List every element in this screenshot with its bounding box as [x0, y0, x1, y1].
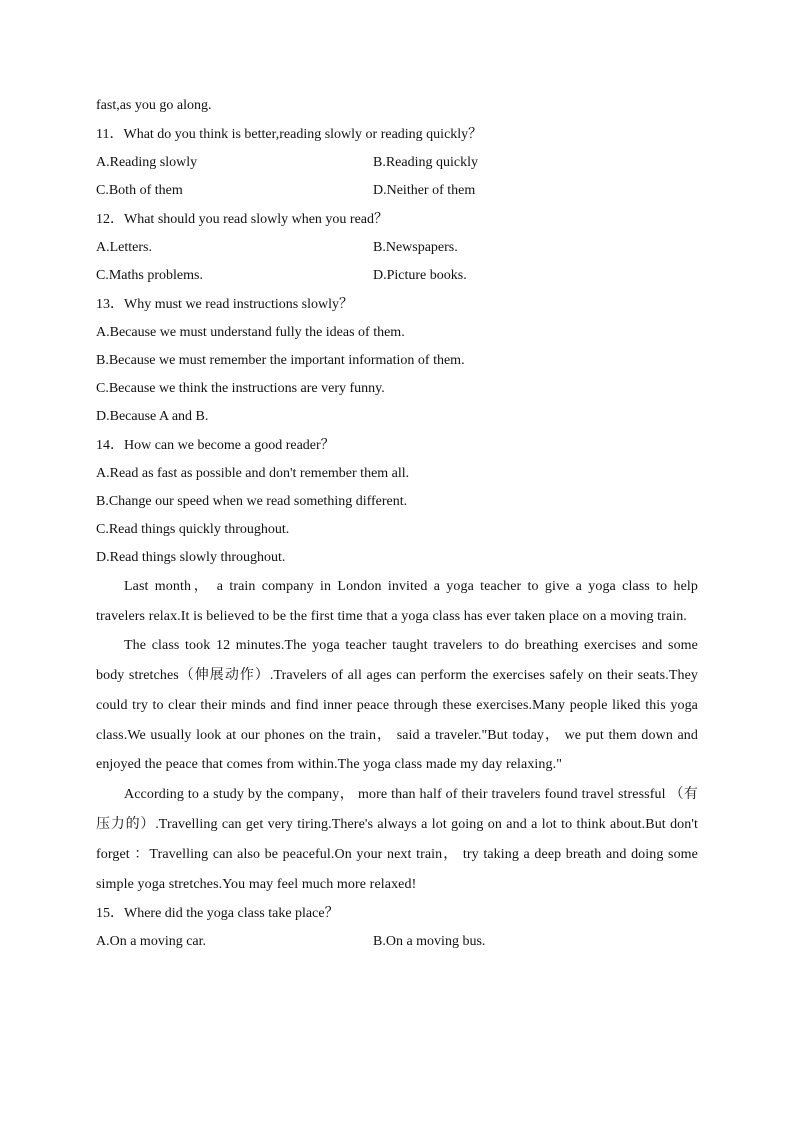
question-15	[96, 899, 698, 928]
question-number: 13．	[96, 297, 124, 312]
options-row	[96, 928, 698, 956]
option-c: C.Both of them	[96, 183, 183, 198]
question-text: Where did the yoga class take place？	[124, 906, 339, 922]
option-a: A.On a moving car.	[96, 934, 207, 950]
option-b: B.Because we must remember the important information of them.	[96, 353, 465, 368]
option-a: A.Letters.	[96, 240, 152, 255]
option-b: B.Newspapers.	[373, 240, 458, 255]
option-a: A.Because we must understand fully the ideas of them.	[96, 325, 405, 340]
option-a: A.Reading slowly	[96, 155, 198, 170]
option-b: B.On a moving bus.	[373, 934, 486, 950]
question-13	[96, 290, 698, 319]
option-d: D.Neither of them	[373, 183, 476, 198]
options-row	[96, 234, 698, 262]
question-14	[96, 431, 698, 460]
carryover-line: fast,as you go along.	[96, 98, 212, 113]
passage-paragraph-1: Last month， a train company in London invited a yoga teacher to give a yoga class to help travelers relax.It is believed to be the first time that a yoga class has ever taken place on a moving train.	[96, 579, 698, 624]
option-d: D.Picture books.	[373, 268, 467, 283]
passage-paragraph-3: According to a study by the company， more than half of their travelers found travel stressful （有压力的）.Travelling can get very tiring.There's always a lot going on and a lot to think about.But don't forget ：Travelling can also be peaceful.On your next train， try taking a deep breath and doing some simple yoga stretches.You may feel much more relaxed!	[96, 787, 698, 892]
question-text: What should you read slowly when you read？	[124, 212, 388, 227]
question-11	[96, 120, 698, 149]
question-number: 14．	[96, 438, 124, 453]
option-b: B.Change our speed when we read something different.	[96, 494, 408, 509]
option-d: D.Because A and B.	[96, 409, 209, 424]
passage-paragraph-2: The class took 12 minutes.The yoga teacher taught travelers to do breathing exercises and some body stretches（伸展动作）.Travelers of all ages can perform the exercises safely on their seats.They could try to clear their minds and find inner peace through these exercises.Many people liked this yoga class.We usually look at our phones on the train， said a traveler."But today， we put them down and enjoyed the peace that comes from within.The yoga class made my day relaxing."	[96, 638, 698, 773]
option-c: C.Because we think the instructions are very funny.	[96, 381, 385, 396]
question-text: How can we become a good reader？	[124, 438, 335, 453]
options-row	[96, 262, 698, 290]
question-number: 12．	[96, 212, 124, 227]
question-text: What do you think is better,reading slowly or reading quickly？	[123, 127, 483, 142]
option-d: D.Read things slowly throughout.	[96, 550, 286, 565]
options-row	[96, 149, 698, 177]
question-12	[96, 205, 698, 234]
option-a: A.Read as fast as possible and don't remember them all.	[96, 466, 410, 481]
question-number: 11．	[96, 127, 124, 142]
option-b: B.Reading quickly	[373, 155, 478, 170]
question-number: 15．	[96, 906, 124, 922]
option-c: C.Maths problems.	[96, 268, 203, 283]
question-text: Why must we read instructions slowly？	[124, 297, 354, 312]
options-row	[96, 177, 698, 205]
document-page	[96, 92, 698, 956]
option-c: C.Read things quickly throughout.	[96, 522, 290, 537]
